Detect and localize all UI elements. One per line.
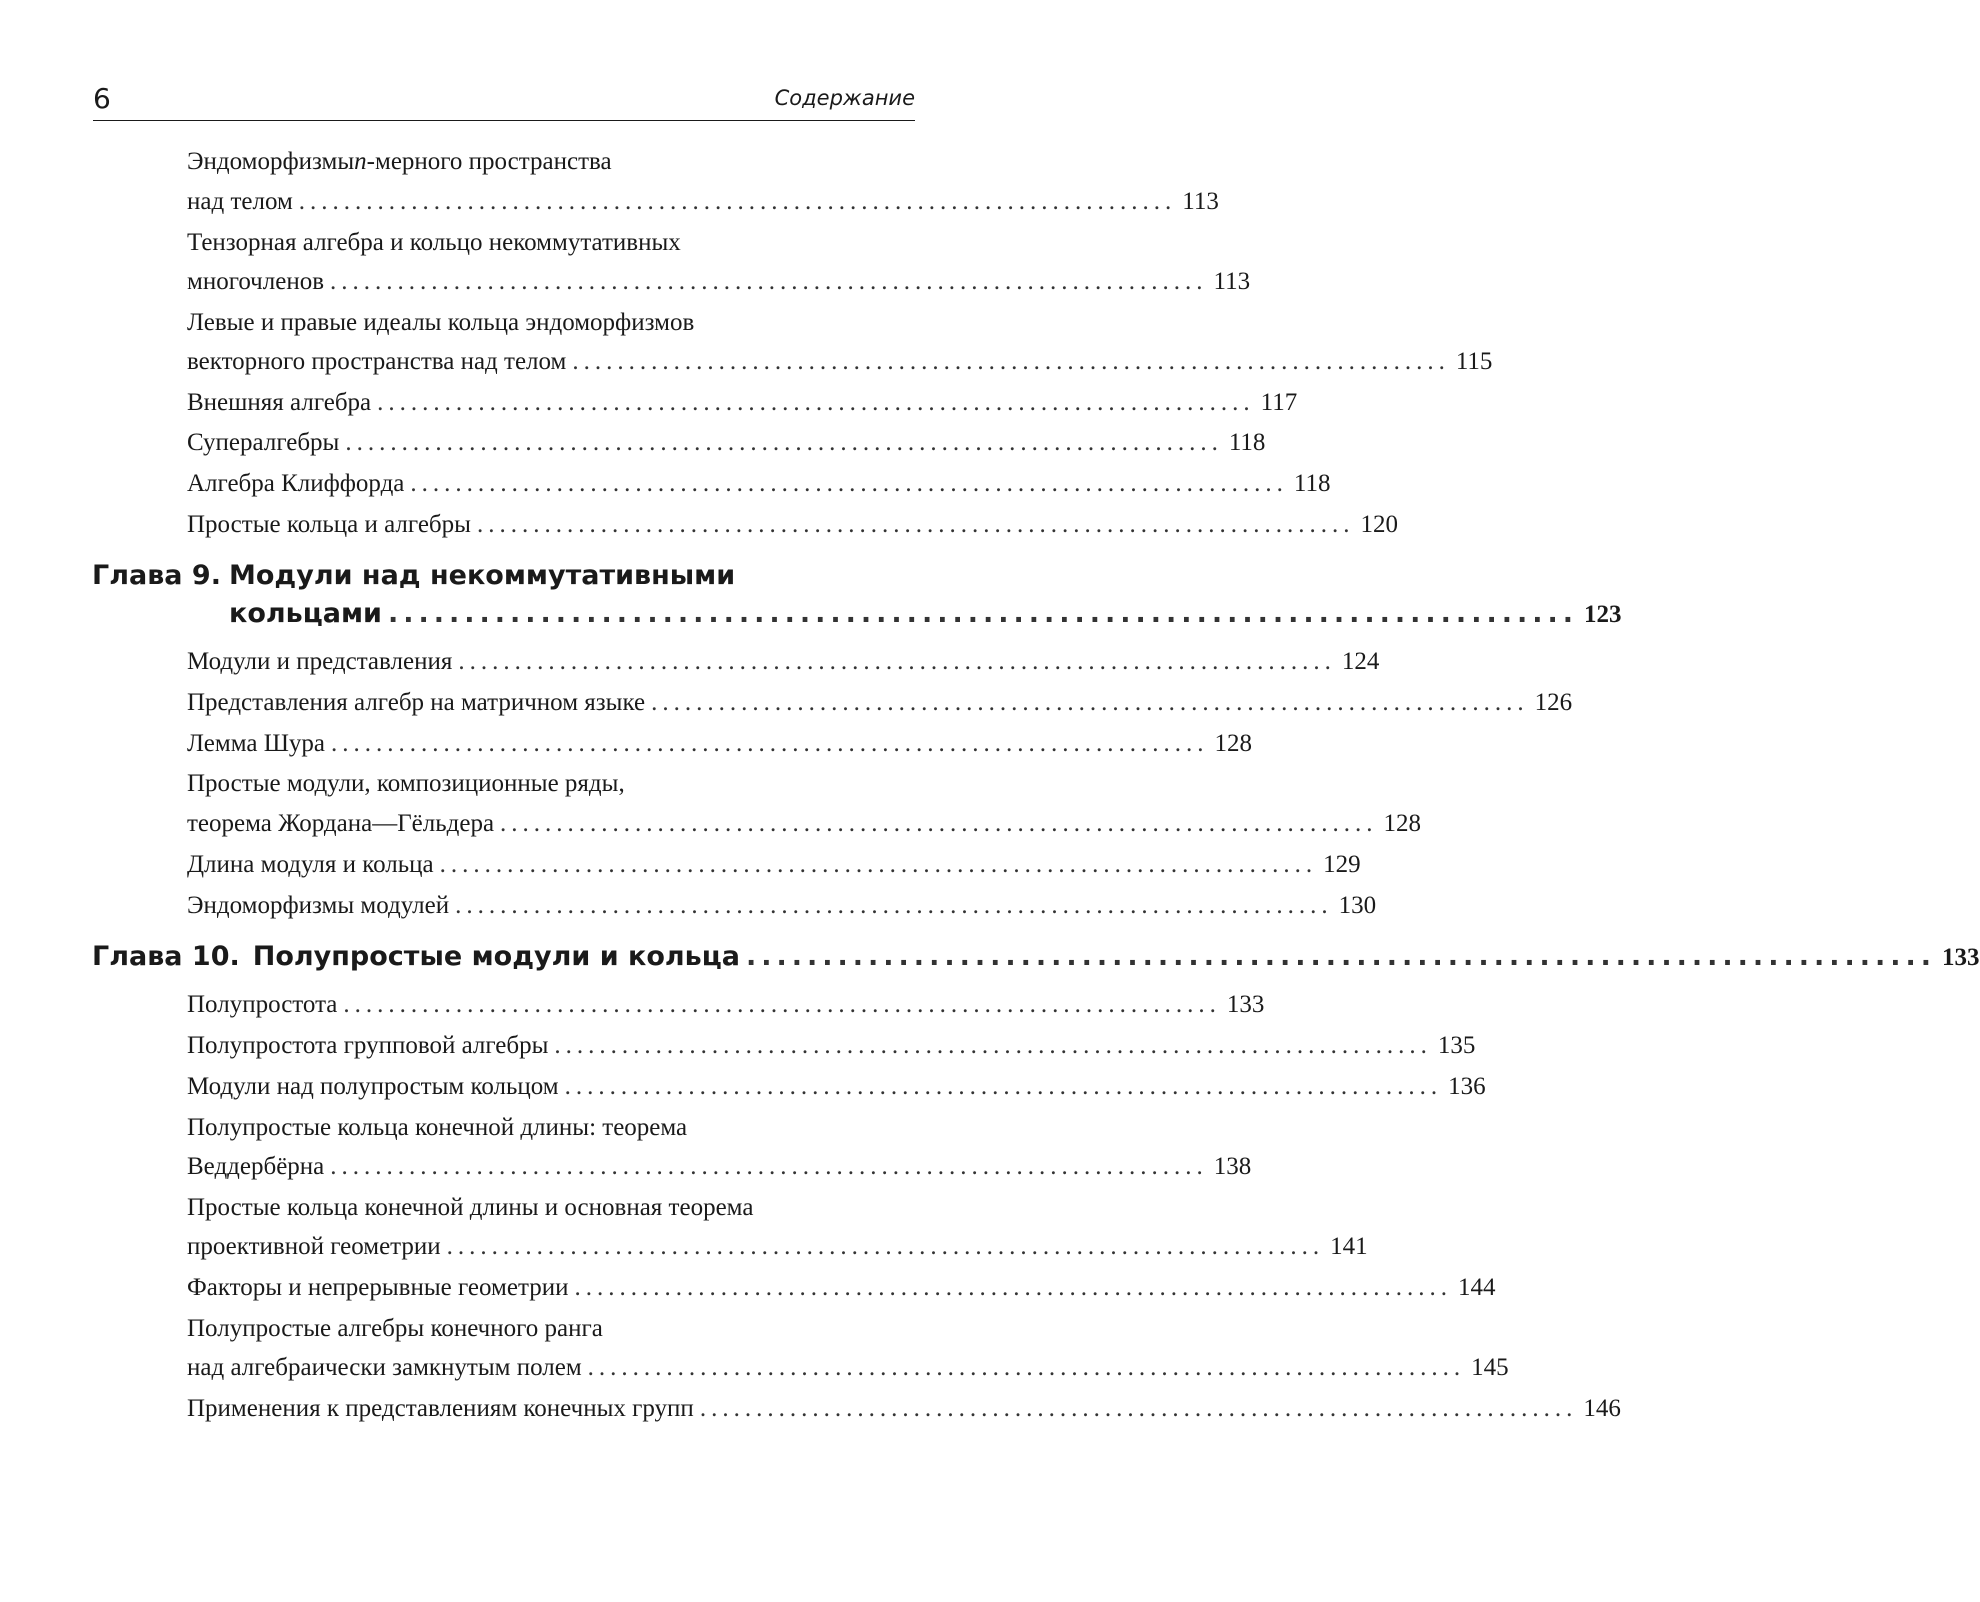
toc-entry-title: Супералгебры	[187, 429, 340, 456]
toc-entry-title: над алгебраически замкнутым полем	[187, 1354, 582, 1381]
chapter-title: Полупростые модули и кольца	[252, 941, 740, 972]
page-number: 6	[93, 82, 111, 115]
toc-entry[interactable]	[187, 850, 1361, 880]
toc-entry-text: Полупростые кольца конечной длины: теорема	[187, 1114, 688, 1141]
toc-page-number: 141	[1330, 1233, 1368, 1260]
toc-page-number: 138	[1213, 1153, 1252, 1180]
toc-entry[interactable]	[187, 347, 1493, 377]
dot-leader: ..............................................................................	[387, 598, 1578, 629]
toc-entry[interactable]	[187, 688, 1573, 718]
dot-leader: ..............................................................................	[343, 991, 1221, 1018]
dot-leader: ..............................................................................	[410, 470, 1288, 497]
toc-entry-text: Простые кольца конечной длины и основная теорема	[187, 1194, 754, 1221]
dot-leader: ..............................................................................	[587, 1354, 1466, 1381]
toc-entry-title-line	[187, 228, 681, 258]
toc-entry-title: Факторы и непрерывные геометрии	[187, 1274, 569, 1301]
toc-entry[interactable]	[187, 891, 1377, 921]
toc-entry[interactable]	[187, 267, 1251, 297]
page-header	[93, 78, 915, 121]
toc-page-number: 128	[1383, 810, 1422, 837]
toc-entry-title-line	[187, 1193, 753, 1223]
toc-page-number: 145	[1471, 1354, 1509, 1381]
toc-entry-title: Полупростота	[187, 991, 338, 1018]
toc-page-number: 130	[1338, 892, 1377, 919]
toc-entry-text: Эндоморфизмы	[187, 148, 355, 175]
toc-entry-title: Представления алгебр на матричном языке	[187, 689, 646, 716]
dot-leader: ..............................................................................	[458, 648, 1336, 675]
toc-entry[interactable]	[187, 187, 1219, 217]
dot-leader: ..............................................................................	[572, 348, 1450, 375]
toc-entry-title-line	[187, 147, 612, 177]
toc-entry-text: Тензорная алгебра и кольцо некоммутативных	[187, 229, 681, 256]
dot-leader: ..............................................................................	[330, 268, 1208, 295]
dot-leader: ..............................................................................	[745, 941, 1937, 972]
toc-entry-title: многочленов	[187, 268, 325, 295]
toc-entry[interactable]	[187, 388, 1298, 418]
toc-page-number: 133	[1226, 991, 1265, 1018]
toc-page-number: 113	[1213, 268, 1251, 295]
dot-leader: ..............................................................................	[377, 389, 1255, 416]
toc-entry-title-line	[187, 769, 625, 799]
toc-entry-title: Применения к представлениям конечных групп	[187, 1395, 694, 1422]
dot-leader: ..............................................................................	[651, 689, 1529, 716]
toc-page-number: 135	[1437, 1032, 1476, 1059]
toc-page-number: 115	[1455, 348, 1493, 375]
dot-leader: ..............................................................................	[699, 1395, 1578, 1422]
toc-entry[interactable]	[187, 729, 1253, 759]
dot-leader: ..............................................................................	[564, 1073, 1443, 1100]
dot-leader: ..............................................................................	[345, 429, 1223, 456]
toc-entry-title: теорема Жордана—Гёльдера	[187, 810, 495, 837]
chapter-title: Модули над некоммутативными	[229, 560, 736, 591]
toc-entry[interactable]	[187, 1031, 1476, 1061]
toc-entry-title: Длина модуля и кольца	[187, 851, 434, 878]
chapter-entry[interactable]	[92, 941, 1980, 974]
chapter-entry[interactable]	[229, 598, 1622, 631]
chapter-page-number: 123	[1584, 601, 1622, 628]
toc-page-number: 120	[1360, 511, 1398, 538]
toc-entry-title: Лемма Шура	[187, 730, 326, 757]
toc-entry-title: Простые кольца и алгебры	[187, 511, 471, 538]
toc-entry[interactable]	[187, 1394, 1621, 1424]
toc-entry-title: векторного пространства над телом	[187, 348, 567, 375]
toc-entry[interactable]	[187, 809, 1422, 839]
toc-entry[interactable]	[187, 1072, 1486, 1102]
dot-leader: ..............................................................................	[554, 1032, 1432, 1059]
toc-page-number: 129	[1323, 851, 1361, 878]
toc-entry[interactable]	[187, 510, 1398, 540]
toc-page-number: 124	[1341, 648, 1380, 675]
chapter-title-continued: кольцами	[229, 598, 382, 629]
toc-entry-title-line	[187, 308, 694, 338]
toc-entry-text: -мерного пространства	[366, 148, 612, 175]
toc-page-number: 113	[1182, 188, 1219, 215]
toc-entry-title-line	[187, 1113, 687, 1143]
toc-entry-text: Простые модули, композиционные ряды,	[187, 770, 625, 797]
dot-leader: ..............................................................................	[455, 892, 1333, 919]
toc-entry-text: Полупростые алгебры конечного ранга	[187, 1315, 603, 1342]
toc-entry-title: Модули над полупростым кольцом	[187, 1073, 559, 1100]
chapter-label: Глава 10.	[92, 941, 240, 972]
dot-leader: ..............................................................................	[331, 730, 1209, 757]
toc-entry[interactable]	[187, 428, 1266, 458]
toc-entry[interactable]	[187, 990, 1265, 1020]
toc-entry-title: проективной геометрии	[187, 1233, 441, 1260]
toc-entry[interactable]	[187, 469, 1331, 499]
toc-entry-title: Внешняя алгебра	[187, 389, 372, 416]
toc-entry[interactable]	[187, 1232, 1368, 1262]
toc-page-number: 128	[1214, 730, 1253, 757]
toc-page-number: 136	[1448, 1073, 1486, 1100]
dot-leader: ..............................................................................	[330, 1153, 1208, 1180]
toc-page-number: 144	[1457, 1274, 1496, 1301]
toc-entry[interactable]	[187, 1152, 1252, 1182]
toc-page-number: 118	[1293, 470, 1331, 497]
toc-entry-text: Левые и правые идеалы кольца эндоморфизмов	[187, 309, 695, 336]
toc-entry-title: Веддербёрна	[187, 1153, 325, 1180]
toc-page-number: 117	[1260, 389, 1298, 416]
dot-leader: ..............................................................................	[574, 1274, 1452, 1301]
dot-leader: ..............................................................................	[298, 188, 1177, 215]
toc-entry[interactable]	[187, 1273, 1496, 1303]
toc-entry-title: над телом	[187, 188, 293, 215]
chapter-label: Глава 9.	[92, 560, 221, 591]
toc-entry[interactable]	[187, 647, 1380, 677]
running-title: Содержание	[774, 86, 915, 110]
toc-entry-title-line	[187, 1314, 603, 1344]
toc-page-number: 118	[1228, 429, 1266, 456]
toc-entry-title: Алгебра Клиффорда	[187, 470, 405, 497]
dot-leader: ..............................................................................	[476, 511, 1355, 538]
math-variable: n	[354, 148, 367, 175]
dot-leader: ..............................................................................	[446, 1233, 1325, 1260]
toc-entry[interactable]	[187, 1353, 1509, 1383]
dot-leader: ..............................................................................	[500, 810, 1378, 837]
toc-entry-title: Эндоморфизмы модулей	[187, 892, 450, 919]
toc-entry-title: Модули и представления	[187, 648, 453, 675]
dot-leader: ..............................................................................	[439, 851, 1318, 878]
toc-page-number: 146	[1583, 1395, 1621, 1422]
chapter-page-number: 133	[1942, 944, 1980, 971]
toc-page-number: 126	[1534, 689, 1573, 716]
toc-entry-title: Полупростота групповой алгебры	[187, 1032, 549, 1059]
